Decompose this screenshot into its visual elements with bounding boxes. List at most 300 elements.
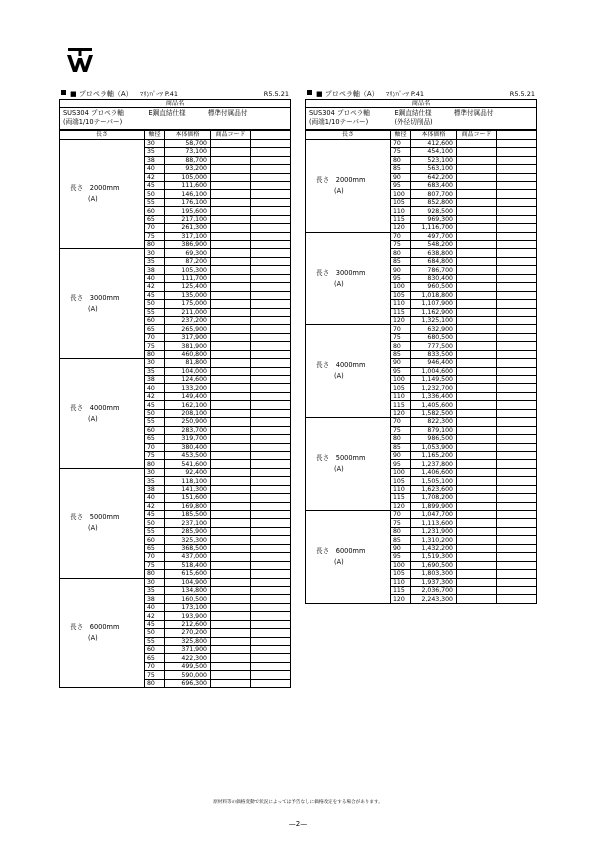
diameter-cell: 38	[145, 266, 165, 274]
price-cell: 162,100	[165, 401, 211, 409]
price-cell: 807,700	[411, 190, 457, 198]
product-code-cell	[211, 595, 251, 603]
blank-cell	[497, 241, 537, 249]
blank-cell	[251, 654, 291, 662]
diameter-cell: 40	[145, 165, 165, 173]
left-product-info	[59, 99, 291, 130]
diameter-cell: 35	[145, 586, 165, 594]
blank-cell	[497, 190, 537, 198]
diameter-cell: 105	[391, 477, 411, 485]
diameter-cell: 42	[145, 502, 165, 510]
product-code-cell	[211, 181, 251, 189]
diameter-cell: 80	[145, 460, 165, 468]
diameter-cell: 50	[145, 300, 165, 308]
price-cell: 211,000	[165, 308, 211, 316]
price-cell: 1,623,600	[411, 485, 457, 493]
blank-cell	[251, 409, 291, 417]
length-group-label	[306, 418, 391, 511]
blank-cell	[251, 570, 291, 578]
blank-cell	[497, 257, 537, 265]
price-cell: 969,300	[411, 215, 457, 223]
product-code-cell	[457, 494, 497, 502]
product-code-cell	[211, 586, 251, 594]
product-code-cell	[211, 511, 251, 519]
shaft-type: (A)	[88, 524, 98, 533]
diameter-cell: 105	[391, 198, 411, 206]
price-cell: 208,100	[165, 409, 211, 417]
product-code-cell	[211, 325, 251, 333]
product-code-cell	[211, 241, 251, 249]
col-blank	[251, 131, 291, 140]
diameter-cell: 35	[145, 148, 165, 156]
diameter-cell: 42	[145, 392, 165, 400]
blank-cell	[497, 544, 537, 552]
diameter-cell: 90	[391, 173, 411, 181]
price-cell: 193,900	[165, 612, 211, 620]
diameter-cell: 80	[145, 350, 165, 358]
blank-cell	[251, 544, 291, 552]
product-code-cell	[211, 426, 251, 434]
right-section-header	[305, 89, 536, 99]
blank-cell	[251, 325, 291, 333]
price-cell: 590,000	[165, 671, 211, 679]
product-code-cell	[457, 409, 497, 417]
diameter-cell: 75	[145, 671, 165, 679]
diameter-cell: 65	[145, 435, 165, 443]
price-cell: 879,100	[411, 426, 457, 434]
shaft-type: (A)	[334, 279, 344, 288]
price-cell: 175,000	[165, 300, 211, 308]
length-value: 長さ 2000mm	[316, 175, 366, 184]
product-code-cell	[211, 679, 251, 687]
diameter-cell: 75	[391, 519, 411, 527]
price-cell: 317,900	[165, 333, 211, 341]
blank-cell	[251, 468, 291, 476]
blank-cell	[251, 266, 291, 274]
revision-date: R5.5.21	[509, 90, 535, 98]
price-cell: 638,800	[411, 249, 457, 257]
diameter-cell: 100	[391, 376, 411, 384]
product-code-cell	[457, 241, 497, 249]
diameter-cell: 70	[145, 333, 165, 341]
product-code-cell	[211, 367, 251, 375]
price-cell: 852,800	[411, 198, 457, 206]
blank-cell	[497, 485, 537, 493]
blank-cell	[251, 401, 291, 409]
price-cell: 696,300	[165, 679, 211, 687]
product-code-cell	[211, 527, 251, 535]
right-price-table	[305, 130, 537, 604]
price-cell: 1,018,800	[411, 291, 457, 299]
length-value: 長さ 3000mm	[70, 293, 120, 302]
diameter-cell: 75	[145, 342, 165, 350]
price-cell: 104,000	[165, 367, 211, 375]
product-code-cell	[211, 654, 251, 662]
product-code-cell	[211, 384, 251, 392]
product-code-cell	[457, 266, 497, 274]
price-cell: 1,937,300	[411, 578, 457, 586]
product-code-cell	[457, 190, 497, 198]
price-cell: 1,162,900	[411, 308, 457, 316]
diameter-cell: 90	[391, 359, 411, 367]
diameter-cell: 80	[391, 156, 411, 164]
price-cell: 777,500	[411, 342, 457, 350]
product-code-cell	[211, 612, 251, 620]
blank-cell	[251, 249, 291, 257]
product-code-cell	[211, 578, 251, 586]
diameter-cell: 60	[145, 536, 165, 544]
diameter-cell: 90	[391, 451, 411, 459]
product-name-header: 商品名	[60, 100, 291, 108]
product-code-cell	[211, 519, 251, 527]
product-code-cell	[457, 173, 497, 181]
product-code-cell	[457, 586, 497, 594]
product-code-cell	[211, 418, 251, 426]
diameter-cell: 90	[391, 544, 411, 552]
blank-cell	[251, 662, 291, 670]
diameter-cell: 75	[145, 451, 165, 459]
product-code-cell	[457, 451, 497, 459]
blank-cell	[497, 477, 537, 485]
product-code-cell	[457, 536, 497, 544]
blank-cell	[497, 595, 537, 603]
price-cell: 1,519,300	[411, 553, 457, 561]
blank-cell	[251, 173, 291, 181]
product-code-cell	[211, 620, 251, 628]
blank-cell	[497, 207, 537, 215]
price-cell: 632,900	[411, 325, 457, 333]
blank-cell	[497, 308, 537, 316]
blank-cell	[497, 578, 537, 586]
diameter-cell: 120	[391, 316, 411, 324]
diameter-cell: 95	[391, 274, 411, 282]
price-cell: 135,000	[165, 291, 211, 299]
diameter-cell: 100	[391, 468, 411, 476]
product-code-cell	[457, 148, 497, 156]
blank-cell	[251, 241, 291, 249]
price-cell: 1,107,900	[411, 300, 457, 308]
price-cell: 1,325,100	[411, 316, 457, 324]
product-code-cell	[211, 494, 251, 502]
diameter-cell: 65	[145, 325, 165, 333]
product-standard: 標準付属品付	[453, 109, 494, 117]
price-cell: 1,336,400	[411, 392, 457, 400]
blank-cell	[497, 350, 537, 358]
col-code-header: 商品コード	[211, 131, 251, 140]
product-code-cell	[211, 629, 251, 637]
diameter-cell: 55	[145, 308, 165, 316]
price-cell: 118,100	[165, 477, 211, 485]
diameter-cell: 42	[145, 283, 165, 291]
blank-cell	[497, 283, 537, 291]
price-cell: 88,700	[165, 156, 211, 164]
price-cell: 173,100	[165, 603, 211, 611]
diameter-cell: 80	[391, 249, 411, 257]
blank-cell	[251, 586, 291, 594]
diameter-cell: 65	[145, 544, 165, 552]
price-cell: 518,400	[165, 561, 211, 569]
price-cell: 833,500	[411, 350, 457, 358]
blank-cell	[497, 173, 537, 181]
product-standard: 標準付属品付	[207, 109, 248, 117]
diameter-cell: 70	[145, 443, 165, 451]
price-cell: 92,400	[165, 468, 211, 476]
diameter-cell: 30	[145, 359, 165, 367]
length-group-label	[60, 468, 145, 578]
price-cell: 437,000	[165, 553, 211, 561]
diameter-cell: 30	[145, 249, 165, 257]
price-cell: 160,500	[165, 595, 211, 603]
table-row	[306, 325, 537, 333]
blank-cell	[497, 139, 537, 147]
diameter-cell: 80	[145, 241, 165, 249]
diameter-cell: 100	[391, 190, 411, 198]
blank-cell	[251, 139, 291, 147]
product-code-cell	[211, 156, 251, 164]
diameter-cell: 70	[145, 662, 165, 670]
diameter-cell: 85	[391, 257, 411, 265]
product-code-cell	[211, 637, 251, 645]
blank-cell	[251, 443, 291, 451]
blank-cell	[251, 561, 291, 569]
blank-cell	[497, 435, 537, 443]
product-taper: (両端1/10テーパー)	[309, 118, 369, 126]
catalog-page-ref: ﾏﾘﾝﾊﾟｰﾂ P.41	[140, 90, 179, 98]
product-code-cell	[211, 561, 251, 569]
diameter-cell: 105	[391, 570, 411, 578]
diameter-cell: 30	[145, 468, 165, 476]
price-cell: 453,500	[165, 451, 211, 459]
product-code-cell	[457, 418, 497, 426]
page-number: —2—	[288, 820, 308, 828]
length-value: 長さ 4000mm	[70, 403, 120, 412]
product-code-cell	[211, 409, 251, 417]
blank-cell	[497, 536, 537, 544]
blank-cell	[251, 679, 291, 687]
price-cell: 541,600	[165, 460, 211, 468]
price-cell: 460,800	[165, 350, 211, 358]
blank-cell	[251, 148, 291, 156]
diameter-cell: 42	[145, 173, 165, 181]
price-cell: 285,900	[165, 527, 211, 535]
product-code-cell	[211, 232, 251, 240]
blank-cell	[497, 511, 537, 519]
left-price-panel	[59, 89, 290, 688]
diameter-cell: 105	[391, 384, 411, 392]
diameter-cell: 115	[391, 215, 411, 223]
blank-cell	[497, 409, 537, 417]
product-code-cell	[457, 595, 497, 603]
price-cell: 1,232,700	[411, 384, 457, 392]
blank-cell	[497, 527, 537, 535]
blank-cell	[251, 426, 291, 434]
product-code-cell	[457, 207, 497, 215]
product-code-cell	[457, 325, 497, 333]
product-code-cell	[457, 249, 497, 257]
square-bullet-icon	[61, 90, 66, 95]
col-diameter-header: 軸径	[145, 131, 165, 140]
diameter-cell: 85	[391, 350, 411, 358]
product-code-cell	[211, 376, 251, 384]
product-code-cell	[211, 224, 251, 232]
blank-cell	[497, 181, 537, 189]
price-cell: 104,900	[165, 578, 211, 586]
product-code-cell	[457, 300, 497, 308]
product-code-cell	[457, 561, 497, 569]
blank-cell	[497, 502, 537, 510]
price-cell: 642,200	[411, 173, 457, 181]
diameter-cell: 80	[391, 527, 411, 535]
price-cell: 684,800	[411, 257, 457, 265]
blank-cell	[251, 485, 291, 493]
blank-cell	[251, 376, 291, 384]
blank-cell	[251, 165, 291, 173]
diameter-cell: 75	[391, 148, 411, 156]
product-taper: (両端1/10テーパー)	[63, 118, 123, 126]
diameter-cell: 75	[391, 426, 411, 434]
diameter-cell: 85	[391, 536, 411, 544]
length-group-label	[60, 249, 145, 359]
price-cell: 380,400	[165, 443, 211, 451]
price-cell: 69,300	[165, 249, 211, 257]
length-group-label	[306, 325, 391, 418]
length-value: 長さ 6000mm	[70, 622, 120, 631]
product-code-cell	[457, 392, 497, 400]
right-price-panel	[305, 89, 536, 604]
product-code-cell	[457, 511, 497, 519]
table-row	[60, 359, 291, 367]
diameter-cell: 45	[145, 291, 165, 299]
price-cell: 261,300	[165, 224, 211, 232]
price-cell: 250,900	[165, 418, 211, 426]
price-cell: 615,600	[165, 570, 211, 578]
blank-cell	[497, 451, 537, 459]
col-price-header: 本体価格	[165, 131, 211, 140]
price-cell: 270,200	[165, 629, 211, 637]
blank-cell	[497, 148, 537, 156]
shaft-type: (A)	[334, 557, 344, 566]
price-cell: 1,047,700	[411, 511, 457, 519]
blank-cell	[251, 350, 291, 358]
length-group-label	[60, 359, 145, 469]
price-cell: 830,400	[411, 274, 457, 282]
blank-cell	[251, 156, 291, 164]
product-code-cell	[457, 553, 497, 561]
product-code-cell	[457, 544, 497, 552]
price-cell: 1,505,100	[411, 477, 457, 485]
product-code-cell	[211, 359, 251, 367]
diameter-cell: 80	[391, 342, 411, 350]
product-code-cell	[211, 139, 251, 147]
blank-cell	[497, 316, 537, 324]
diameter-cell: 45	[145, 511, 165, 519]
diameter-cell: 110	[391, 207, 411, 215]
product-code-cell	[211, 316, 251, 324]
length-value: 長さ 2000mm	[70, 184, 120, 193]
product-code-cell	[211, 333, 251, 341]
blank-cell	[497, 519, 537, 527]
diameter-cell: 38	[145, 595, 165, 603]
product-code-cell	[457, 384, 497, 392]
price-cell: 1,053,900	[411, 443, 457, 451]
blank-cell	[497, 460, 537, 468]
blank-cell	[251, 232, 291, 240]
price-cell: 1,113,600	[411, 519, 457, 527]
product-code-cell	[211, 443, 251, 451]
length-value: 長さ 3000mm	[316, 268, 366, 277]
blank-cell	[497, 468, 537, 476]
product-code-cell	[211, 291, 251, 299]
diameter-cell: 115	[391, 401, 411, 409]
price-cell: 151,600	[165, 494, 211, 502]
price-cell: 1,899,900	[411, 502, 457, 510]
price-cell: 371,900	[165, 646, 211, 654]
price-change-note: 原材料等の価格変動で状況によっては予告なしに価格改定をする場合があります。	[213, 800, 383, 805]
blank-cell	[497, 443, 537, 451]
price-cell: 1,708,200	[411, 494, 457, 502]
product-code-cell	[211, 435, 251, 443]
diameter-cell: 115	[391, 586, 411, 594]
shaft-type: (A)	[88, 414, 98, 423]
blank-cell	[251, 384, 291, 392]
price-cell: 87,200	[165, 257, 211, 265]
blank-cell	[251, 198, 291, 206]
product-code-cell	[457, 350, 497, 358]
diameter-cell: 40	[145, 494, 165, 502]
price-cell: 325,800	[165, 637, 211, 645]
product-code-cell	[457, 198, 497, 206]
product-code-cell	[211, 477, 251, 485]
blank-cell	[251, 460, 291, 468]
blank-cell	[251, 181, 291, 189]
price-cell: 497,700	[411, 232, 457, 240]
product-name: SUS304 プロペラ軸	[63, 109, 124, 117]
diameter-cell: 80	[391, 435, 411, 443]
price-cell: 105,300	[165, 266, 211, 274]
blank-cell	[251, 451, 291, 459]
price-cell: 133,200	[165, 384, 211, 392]
product-code-cell	[211, 646, 251, 654]
blank-cell	[251, 603, 291, 611]
product-code-cell	[457, 485, 497, 493]
diameter-cell: 115	[391, 308, 411, 316]
price-cell: 237,100	[165, 519, 211, 527]
price-cell: 1,004,600	[411, 367, 457, 375]
diameter-cell: 55	[145, 418, 165, 426]
product-code-cell	[211, 274, 251, 282]
blank-cell	[251, 435, 291, 443]
product-code-cell	[211, 502, 251, 510]
blank-cell	[497, 300, 537, 308]
product-code-cell	[211, 148, 251, 156]
product-code-cell	[457, 477, 497, 485]
blank-cell	[251, 527, 291, 535]
diameter-cell: 75	[145, 561, 165, 569]
diameter-cell: 55	[145, 527, 165, 535]
price-cell: 105,000	[165, 173, 211, 181]
blank-cell	[251, 333, 291, 341]
product-code-cell	[457, 333, 497, 341]
diameter-cell: 115	[391, 494, 411, 502]
price-cell: 422,300	[165, 654, 211, 662]
length-group-label	[306, 511, 391, 604]
price-cell: 822,300	[411, 418, 457, 426]
diameter-cell: 85	[391, 165, 411, 173]
price-cell: 2,036,700	[411, 586, 457, 594]
price-cell: 960,500	[411, 283, 457, 291]
right-product-info	[305, 99, 537, 130]
blank-cell	[251, 274, 291, 282]
